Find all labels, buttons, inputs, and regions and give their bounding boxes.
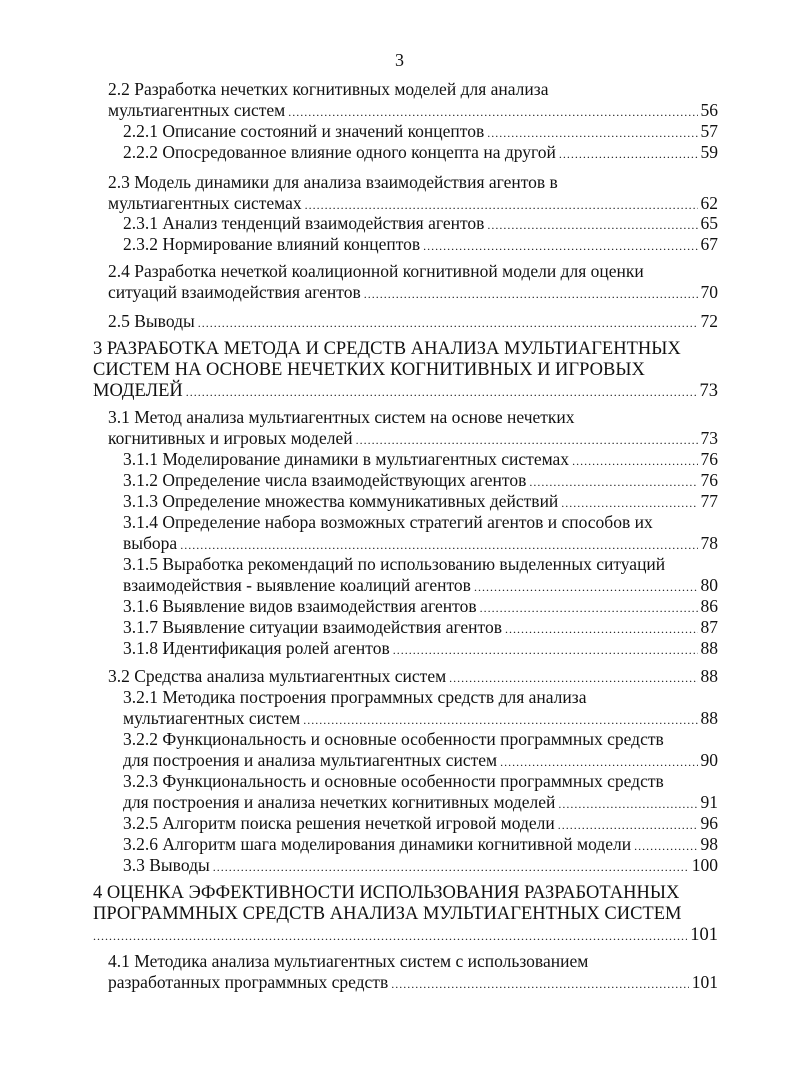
toc-entry-title: ситуаций взаимодействия агентов <box>108 282 361 302</box>
toc-page-number: 73 <box>699 381 718 401</box>
toc-line <box>108 972 718 993</box>
toc-entry-title: МОДЕЛЕЙ <box>93 381 183 401</box>
toc-page-number: 91 <box>700 792 718 812</box>
toc-entry-3-2-3[interactable] <box>123 771 718 813</box>
toc-page-number: 57 <box>700 121 718 141</box>
dot-leader <box>529 470 697 493</box>
toc-line <box>123 491 718 512</box>
dot-leader <box>487 213 697 236</box>
toc-page-number: 88 <box>700 638 718 658</box>
dot-leader <box>558 792 697 815</box>
toc-entry-title: 3.1.7 Выявление ситуации взаимодействия агентов <box>123 617 502 637</box>
toc-line <box>108 172 718 193</box>
dot-leader <box>288 100 697 123</box>
toc-line <box>93 883 718 904</box>
toc-line <box>123 533 718 554</box>
toc-entry-title: взаимодействия - выявление коалиций агентов <box>123 575 471 595</box>
toc-entry-title: 2.4 Разработка нечеткой коалиционной когнитивной модели для оценки <box>108 261 644 281</box>
toc-entry-2-3-1[interactable] <box>123 213 718 234</box>
toc-page-number: 77 <box>700 491 718 511</box>
toc-page-number: 88 <box>700 666 718 686</box>
toc-line <box>123 813 718 834</box>
toc-entry-2-2-2[interactable] <box>123 142 718 163</box>
toc-page-number: 73 <box>700 428 718 448</box>
toc-entry-3-1-5[interactable] <box>123 554 718 596</box>
toc-page-number: 76 <box>700 449 718 469</box>
toc-entry-4[interactable] <box>93 883 718 946</box>
dot-leader <box>558 813 698 836</box>
toc-entry-title: СИСТЕМ НА ОСНОВЕ НЕЧЕТКИХ КОГНИТИВНЫХ И ИГРОВЫХ <box>93 360 645 380</box>
toc-entry-title: 3.2.6 Алгоритм шага моделирования динамики когнитивной модели <box>123 834 632 854</box>
toc-page-number: 59 <box>700 142 718 162</box>
toc-entry-title: 3.1.2 Определение числа взаимодействующих агентов <box>123 470 527 490</box>
toc-page-number: 78 <box>700 533 718 553</box>
toc-entry-title: 3.1.6 Выявление видов взаимодействия агентов <box>123 596 477 616</box>
dot-leader <box>356 428 698 451</box>
toc-line <box>108 282 718 303</box>
toc-entry-2-4[interactable] <box>108 261 718 303</box>
toc-page-number: 56 <box>700 100 718 120</box>
toc-page-number: 101 <box>691 972 718 992</box>
toc-page-number: 90 <box>700 750 718 770</box>
toc-entry-title: ПРОГРАММНЫХ СРЕДСТВ АНАЛИЗА МУЛЬТИАГЕНТНЫХ СИСТЕМ <box>93 904 682 924</box>
toc-page-number: 96 <box>700 813 718 833</box>
toc-line <box>123 687 718 708</box>
toc-entry-title: 2.3.2 Нормирование влияний концептов <box>123 234 421 254</box>
dot-leader <box>559 142 698 165</box>
toc-entry-3-1-2[interactable] <box>123 470 718 491</box>
toc-page-number: 88 <box>700 708 718 728</box>
toc-line <box>93 904 718 925</box>
page-number: 3 <box>395 50 404 70</box>
toc-page-number: 101 <box>690 925 718 945</box>
dot-leader <box>391 972 689 995</box>
toc-entry-title: 2.3 Модель динамики для анализа взаимодействия агентов в <box>108 172 558 192</box>
toc-line <box>108 79 718 100</box>
toc-entry-3-2[interactable] <box>108 666 718 687</box>
dot-leader <box>93 925 687 947</box>
toc-line <box>108 193 718 214</box>
toc-line <box>123 729 718 750</box>
toc-page-number: 100 <box>691 855 718 875</box>
dot-leader <box>180 533 697 556</box>
toc-line <box>123 750 718 771</box>
toc-line <box>108 951 718 972</box>
toc-line <box>123 512 718 533</box>
dot-leader <box>198 311 698 334</box>
toc-entry-title: 3.1.1 Моделирование динамики в мультиагентных системах <box>123 449 570 469</box>
toc-line <box>123 638 718 659</box>
toc-line <box>123 617 718 638</box>
toc-page-number: 87 <box>700 617 718 637</box>
toc-page-number: 62 <box>700 193 718 213</box>
toc-line <box>123 470 718 491</box>
toc-entry-title: 3.2.1 Методика построения программных средств для анализа <box>123 687 587 707</box>
toc-entry-3[interactable] <box>93 339 718 402</box>
toc-entry-3-1-7[interactable] <box>123 617 718 638</box>
toc-line <box>123 449 718 470</box>
toc-entry-3-3[interactable] <box>123 855 718 876</box>
toc-entry-title: мультиагентных систем <box>123 708 301 728</box>
toc-entry-title: когнитивных и игровых моделей <box>108 428 353 448</box>
toc-entry-3-2-5[interactable] <box>123 813 718 834</box>
toc-page-number: 76 <box>700 470 718 490</box>
toc-entry-2-3-2[interactable] <box>123 234 718 255</box>
toc-line <box>123 596 718 617</box>
toc-line <box>123 575 718 596</box>
dot-leader <box>480 596 698 619</box>
toc-page-number: 86 <box>700 596 718 616</box>
toc-line <box>123 792 718 813</box>
dot-leader <box>449 666 697 689</box>
toc-entry-2-2[interactable] <box>108 79 718 121</box>
dot-leader <box>393 638 698 661</box>
toc-line <box>123 771 718 792</box>
toc-entry-title: 3.3 Выводы <box>123 855 210 875</box>
dot-leader <box>474 575 698 598</box>
toc-entry-3-1-6[interactable] <box>123 596 718 617</box>
toc-line <box>108 100 718 121</box>
toc-entry-title: для построения и анализа нечетких когнитивных моделей <box>123 792 556 812</box>
toc-page-number: 80 <box>700 575 718 595</box>
toc-entry-title: 2.2 Разработка нечетких когнитивных моделей для анализа <box>108 79 549 99</box>
toc-page-number: 72 <box>700 311 718 331</box>
toc-line <box>108 261 718 282</box>
toc-entry-title: для построения и анализа мультиагентных систем <box>123 750 498 770</box>
toc-entry-title: 2.3.1 Анализ тенденций взаимодействия агентов <box>123 213 485 233</box>
dot-leader <box>364 282 698 305</box>
toc-line <box>108 428 718 449</box>
toc-line <box>108 666 718 687</box>
dot-leader <box>634 834 697 857</box>
toc-entry-title: разработанных программных средств <box>108 972 389 992</box>
toc-line <box>123 554 718 575</box>
dot-leader <box>500 750 697 773</box>
toc-entry-title: 3.2 Средства анализа мультиагентных систем <box>108 666 447 686</box>
toc-entry-title: выбора <box>123 533 178 553</box>
toc-entry-3-2-2[interactable] <box>123 729 718 771</box>
toc-page-number: 65 <box>700 213 718 233</box>
dot-leader <box>423 234 697 257</box>
dot-leader <box>303 708 697 731</box>
toc-entry-title: 2.5 Выводы <box>108 311 195 331</box>
toc-entry-4-1[interactable] <box>108 951 718 993</box>
toc-entry-title: мультиагентных системах <box>108 193 302 213</box>
toc-entry-title: 3.2.2 Функциональность и основные особенности программных средств <box>123 729 664 749</box>
toc-entry-title: 4 ОЦЕНКА ЭФФЕКТИВНОСТИ ИСПОЛЬЗОВАНИЯ РАЗРАБОТАННЫХ <box>93 883 680 903</box>
toc-line <box>108 311 718 332</box>
toc-entry-2-5[interactable] <box>108 311 718 332</box>
toc-entry-2-2-1[interactable] <box>123 121 718 142</box>
toc-line <box>93 339 718 360</box>
toc-entry-2-3[interactable] <box>108 172 718 214</box>
toc-line <box>123 121 718 142</box>
toc-entry-3-1-8[interactable] <box>123 638 718 659</box>
toc-entry-title: 3.1.4 Определение набора возможных стратегий агентов и способов их <box>123 512 653 532</box>
toc-line <box>93 381 718 402</box>
dot-leader <box>561 491 697 514</box>
toc-entry-3-1-4[interactable] <box>123 512 718 554</box>
toc-line <box>93 925 718 946</box>
toc-entry-title: 3.2.3 Функциональность и основные особенности программных средств <box>123 771 664 791</box>
toc-entry-title: 3.1 Метод анализа мультиагентных систем на основе нечетких <box>108 407 575 427</box>
toc-entry-title: 2.2.1 Описание состояний и значений концептов <box>123 121 485 141</box>
toc-entry-3-1[interactable] <box>108 407 718 449</box>
dot-leader <box>572 449 697 472</box>
dot-leader <box>487 121 697 144</box>
toc-page-number: 70 <box>700 282 718 302</box>
toc-entry-3-2-1[interactable] <box>123 687 718 729</box>
toc-entry-3-1-3[interactable] <box>123 491 718 512</box>
toc-entry-3-1-1[interactable] <box>123 449 718 470</box>
toc-line <box>108 407 718 428</box>
toc-entry-title: 4.1 Методика анализа мультиагентных систем с использованием <box>108 951 589 971</box>
toc-line <box>123 213 718 234</box>
toc-entry-title: 3.1.5 Выработка рекомендаций по использованию выделенных ситуаций <box>123 554 666 574</box>
toc-entry-3-2-6[interactable] <box>123 834 718 855</box>
toc-line <box>123 708 718 729</box>
toc-entry-title: 3.1.3 Определение множества коммуникативных действий <box>123 491 559 511</box>
dot-leader <box>186 381 697 403</box>
toc-line <box>123 855 718 876</box>
toc-line <box>123 142 718 163</box>
toc-line <box>123 234 718 255</box>
toc-entry-title: 2.2.2 Опосредованное влияние одного концепта на другой <box>123 142 556 162</box>
toc-line <box>123 834 718 855</box>
dot-leader <box>505 617 698 640</box>
toc-page-number: 67 <box>700 234 718 254</box>
toc-line <box>93 360 718 381</box>
toc-entry-title: 3.2.5 Алгоритм поиска решения нечеткой игровой модели <box>123 813 555 833</box>
dot-leader <box>213 855 689 878</box>
toc-page-number: 98 <box>700 834 718 854</box>
toc-entry-title: 3.1.8 Идентификация ролей агентов <box>123 638 390 658</box>
toc-entry-title: 3 РАЗРАБОТКА МЕТОДА И СРЕДСТВ АНАЛИЗА МУЛЬТИАГЕНТНЫХ <box>93 339 681 359</box>
toc-entry-title: мультиагентных систем <box>108 100 286 120</box>
